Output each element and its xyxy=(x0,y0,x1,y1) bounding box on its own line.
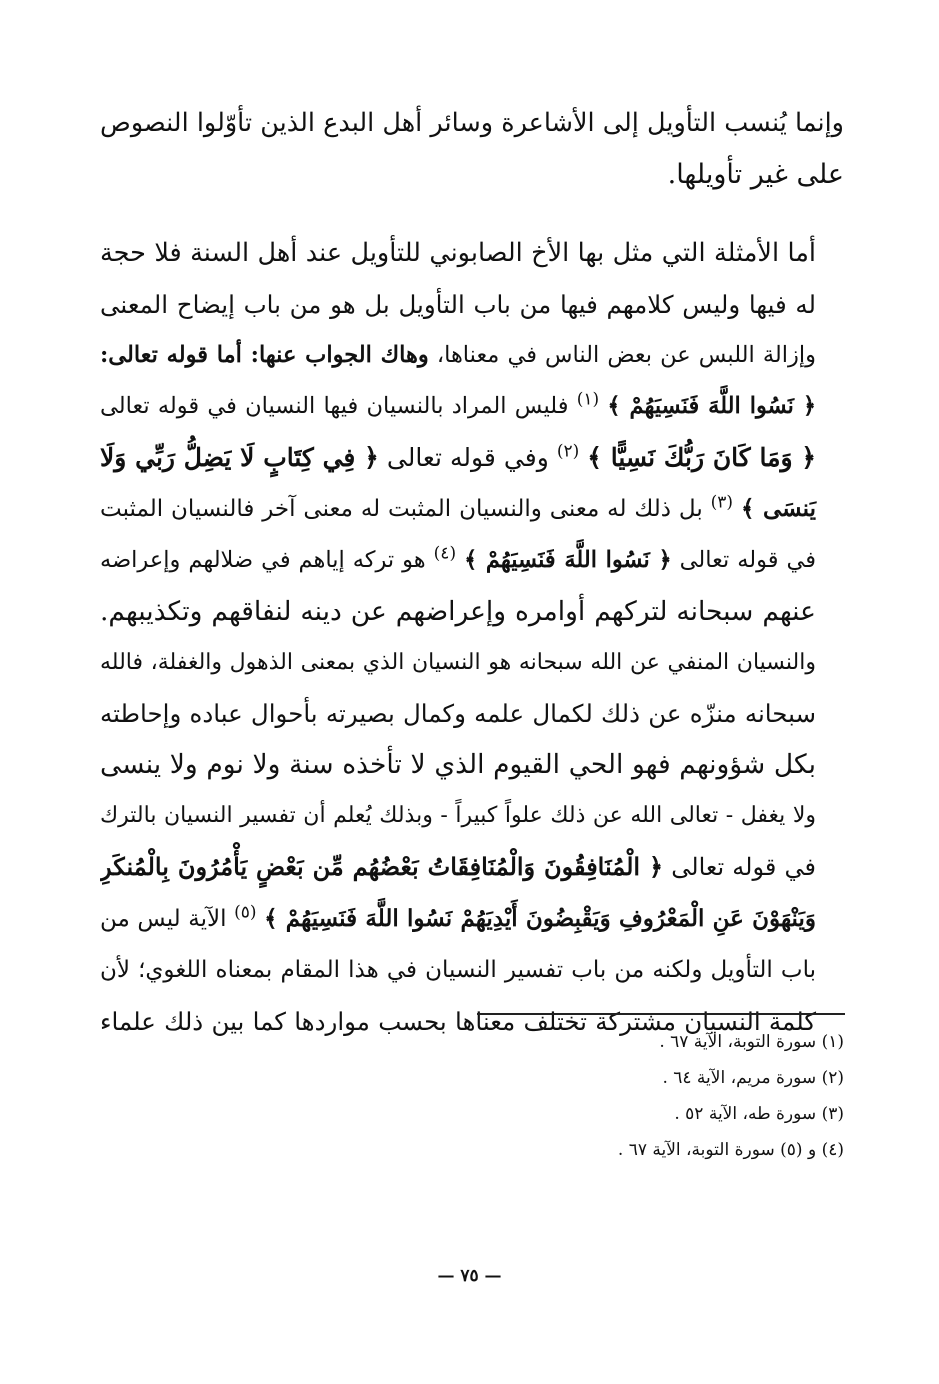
paragraph-1-line-1: وإنما يُنسب التأويل إلى الأشاعرة وسائر أهل البدع الذين تأوّلوا النصوص xyxy=(100,108,844,138)
footnote-ref: (١) xyxy=(576,389,600,410)
line-7-text: في قوله تعالى xyxy=(679,547,816,573)
paragraph-2-line-11: بكل شؤونهم فهو الحي القيوم الذي لا تأخذه سنة ولا نوم ولا ينسى xyxy=(100,749,816,780)
paragraph-1 xyxy=(100,98,844,200)
paragraph-2-line-13 xyxy=(100,841,844,893)
paragraph-2-line-3 xyxy=(100,330,844,381)
footnote-4: (٤) و (٥) سورة التوبة، الآية ٦٧ . xyxy=(617,1140,844,1160)
footnote-ref: (٥) xyxy=(234,902,257,923)
answer-heading: وهاك الجواب عنها: أما قوله تعالى: xyxy=(100,342,429,368)
paragraph-2-line-9: والنسيان المنفي عن الله سبحانه هو النسيان الذي بمعنى الذهول والغفلة، فالله xyxy=(100,650,816,675)
paragraph-2-line-2: له فيها وليس كلامهم فيها من باب التأويل بل هو من باب إيضاح المعنى xyxy=(100,290,816,319)
footnote-divider xyxy=(477,1013,845,1015)
footnote-2: (٢) سورة مريم، الآية ٦٤ . xyxy=(662,1068,844,1088)
paragraph-2-line-5 xyxy=(100,432,844,483)
line-3-text: وإزالة اللبس عن بعض الناس في معناها، xyxy=(436,342,817,368)
page-number: — ٧٥ — xyxy=(437,1266,502,1286)
line-7-text-continued: هو تركه إياهم في ضلالهم وإعراضه xyxy=(100,547,426,573)
line-5-text: وفي قوله تعالى xyxy=(386,443,549,472)
footnote-1: (١) سورة التوبة، الآية ٦٧ . xyxy=(659,1032,844,1052)
paragraph-2-line-7 xyxy=(100,535,844,586)
paragraph-2-line-8: عنهم سبحانه لتركهم أوامره وإعراضهم عن دينه لنفاقهم وتكذيبهم. xyxy=(100,596,816,627)
paragraph-2-line-6 xyxy=(100,483,844,535)
paragraph-2-line-14 xyxy=(100,893,844,945)
footnote-ref: (٤) xyxy=(433,543,457,564)
footnotes xyxy=(480,1024,844,1168)
paragraph-2-line-16: كلمة النسيان مشتركة تختلف معناها بحسب مواردها كما بين ذلك علماء xyxy=(100,1007,816,1036)
paragraph-1-line-2: على غير تأويلها. xyxy=(667,159,844,190)
footnote-ref: (٣) xyxy=(710,492,734,513)
paragraph-2-line-1: أما الأمثلة التي مثل بها الأخ الصابوني للتأويل عند أهل السنة فلا حجة xyxy=(100,238,816,268)
quran-verse: ﴿ الْمُنَافِقُونَ وَالْمُنَافِقَاتُ بَعْضُهُم مِّن بَعْضٍ يَأْمُرُونَ بِالْمُنكَرِ xyxy=(100,852,664,881)
quran-verse: ﴿ نَسُوا اللَّهَ فَنَسِيَهُمْ ﴾ xyxy=(464,547,672,573)
footnote-3: (٣) سورة طه، الآية ٥٢ . xyxy=(674,1104,844,1124)
quran-verse: ﴿ وَمَا كَانَ رَبُّكَ نَسِيًّا ﴾ xyxy=(587,443,817,472)
quran-verse: وَيَنْهَوْنَ عَنِ الْمَعْرُوفِ وَيَقْبِضُونَ أَيْدِيَهُمْ نَسُوا اللَّهَ فَنَسِيَهُمْ ﴾ xyxy=(264,905,816,932)
paragraph-2-line-10: سبحانه منزّه عن ذلك لكمال علمه وكمال بصيرته بأحوال عباده وإحاطته xyxy=(100,699,816,728)
line-14-text: الآية ليس من xyxy=(100,906,227,932)
footnote-ref: (٢) xyxy=(556,441,580,462)
paragraph-2-line-12: ولا يغفل - تعالى الله عن ذلك علواً كبيراً - وبذلك يُعلم أن تفسير النسيان بالترك xyxy=(100,803,816,828)
quran-verse: ﴿ فِي كِتَابٍ لَا يَضِلُّ رَبِّي وَلَا xyxy=(100,443,379,472)
paragraph-2-line-4 xyxy=(100,381,844,432)
line-6-text: بل ذلك له معنى والنسيان المثبت له معنى آخر فالنسيان المثبت xyxy=(100,496,703,522)
paragraph-2 xyxy=(100,228,844,1047)
paragraph-2-line-15: باب التأويل ولكنه من باب تفسير النسيان في هذا المقام بمعناه اللغوي؛ لأن xyxy=(100,957,816,983)
quran-verse: يَنسَى ﴾ xyxy=(740,495,817,522)
line-13-text: في قوله تعالى xyxy=(671,853,817,881)
line-4-text: فليس المراد بالنسيان فيها النسيان في قوله تعالى xyxy=(100,393,569,419)
quran-verse: ﴿ نَسُوا اللَّهَ فَنَسِيَهُمْ ﴾ xyxy=(607,393,817,419)
